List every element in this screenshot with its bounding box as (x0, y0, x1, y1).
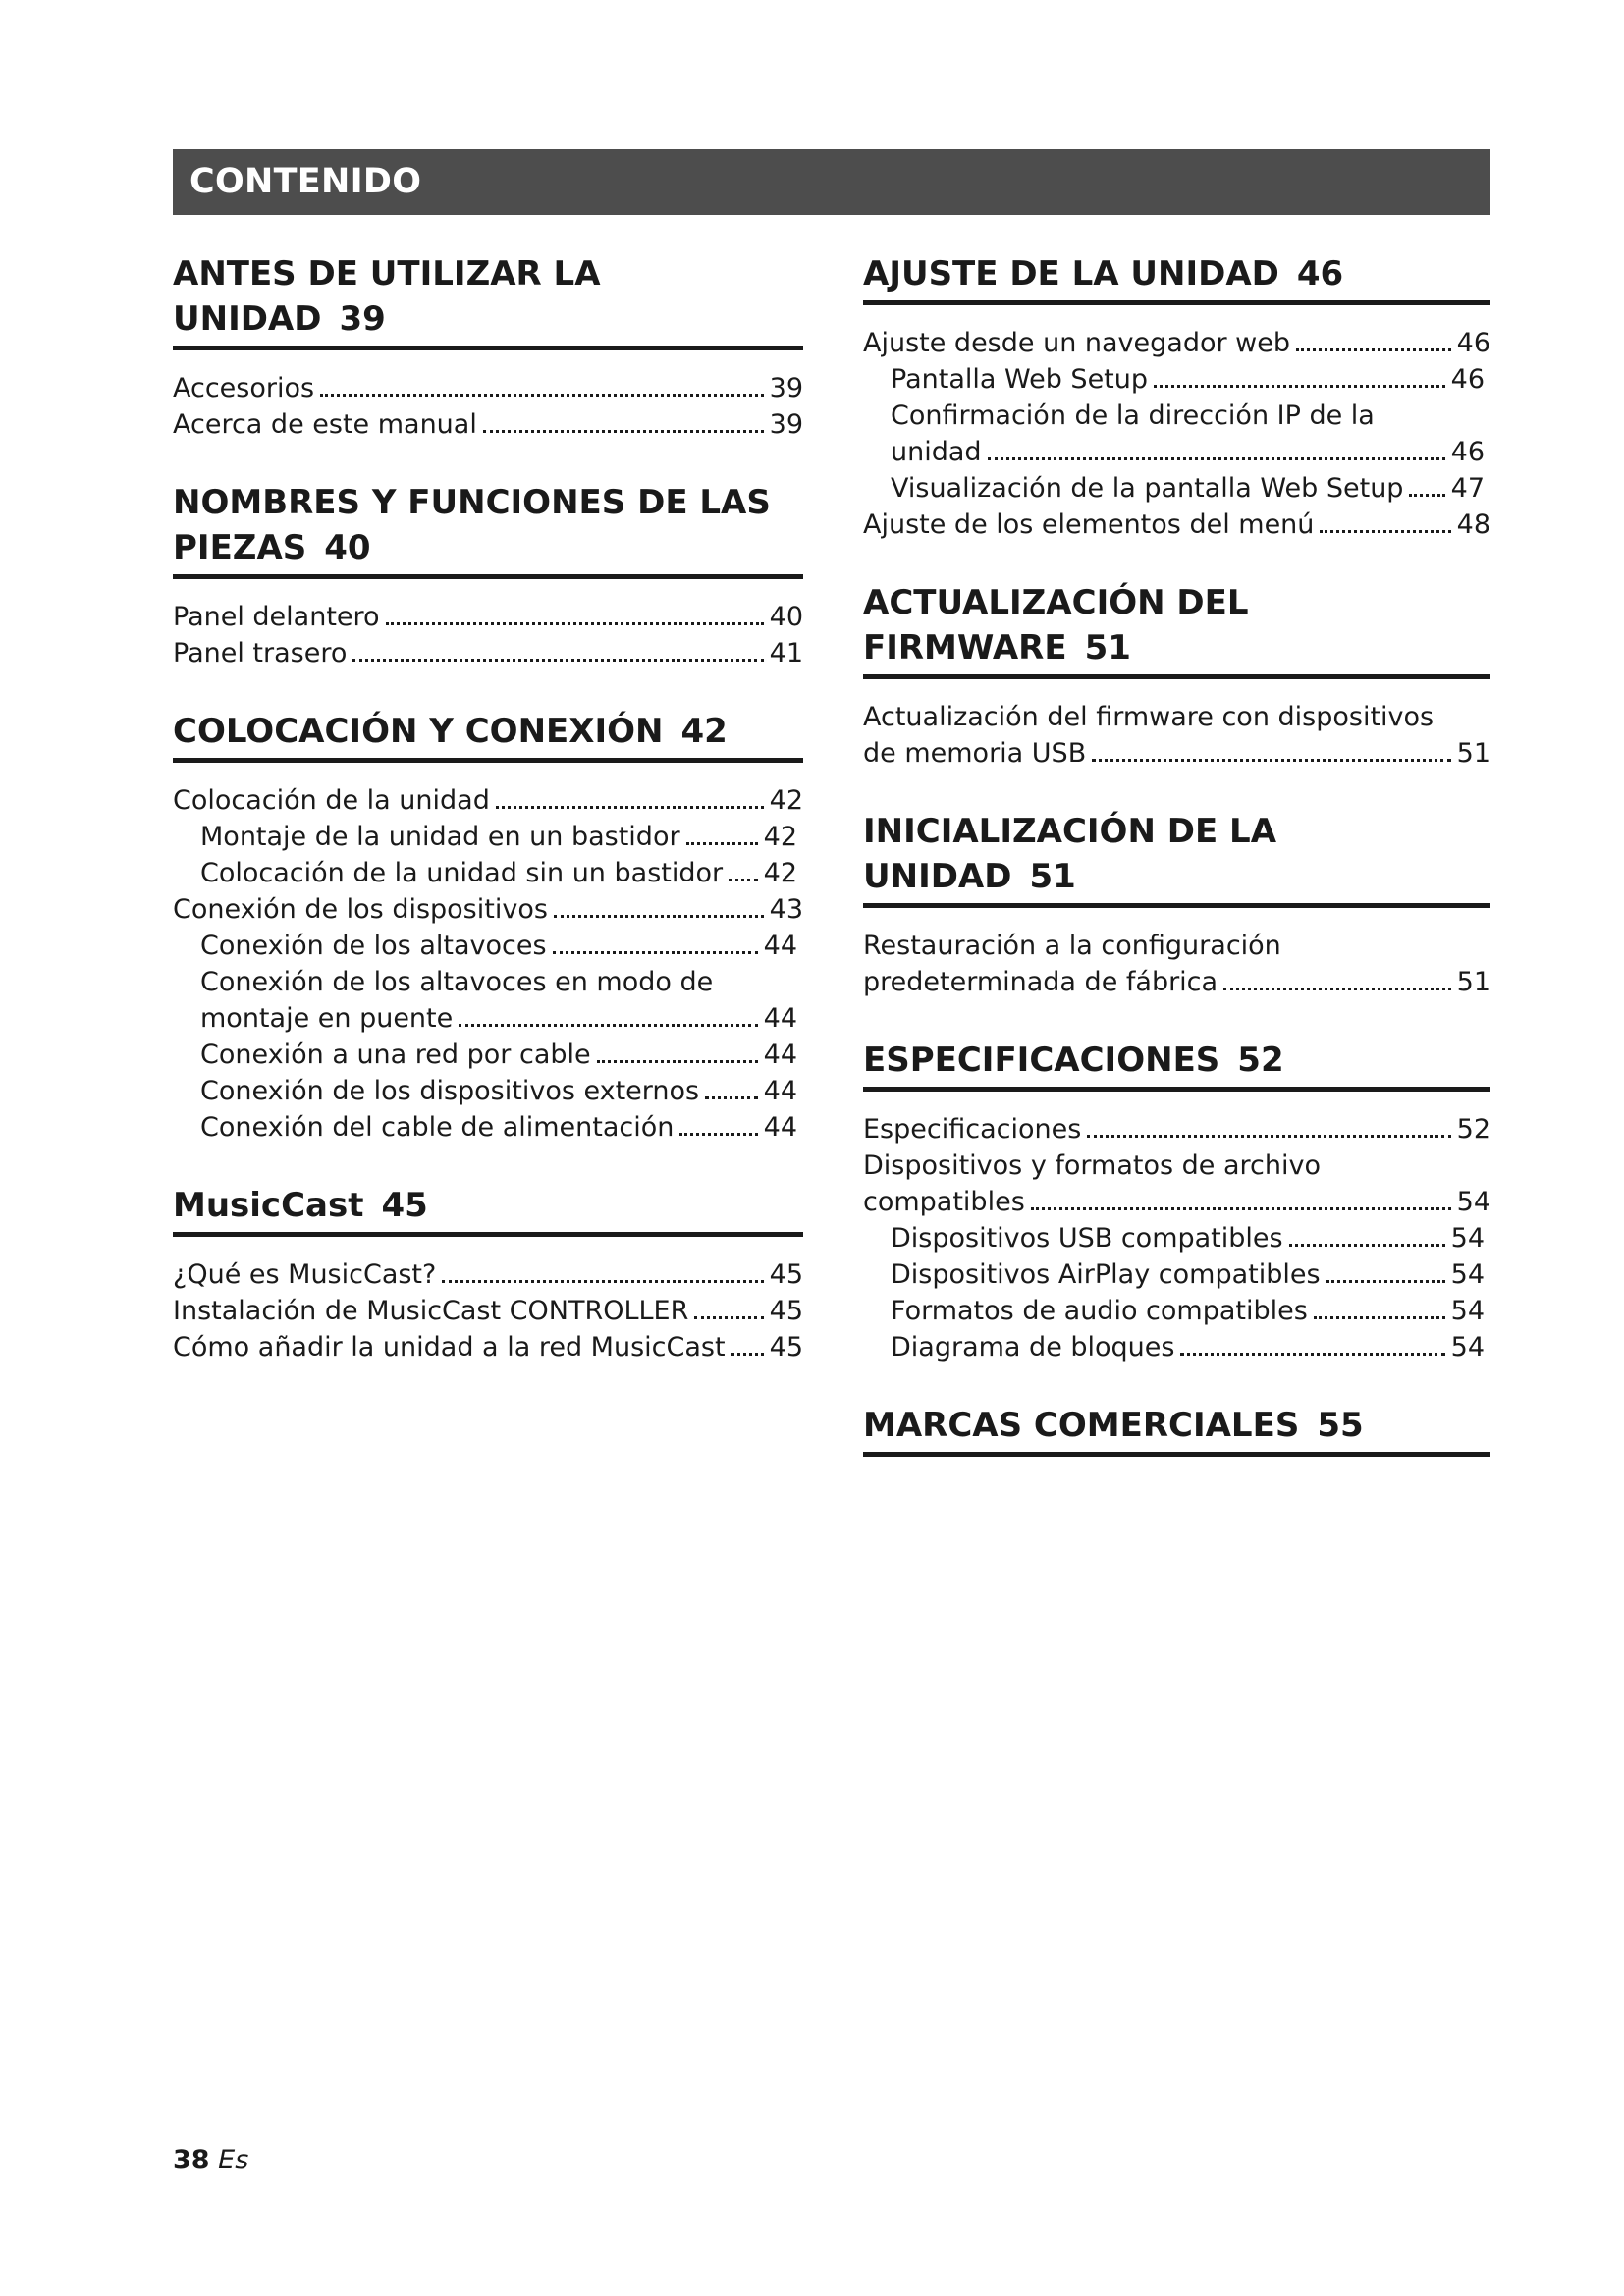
toc-entry[interactable] (173, 599, 803, 635)
entry-text: de memoria USB (863, 738, 1087, 769)
entry-text: Especificaciones (863, 1114, 1082, 1145)
entry-text: Visualización de la pantalla Web Setup (891, 473, 1404, 504)
entry-text: Panel trasero (173, 638, 348, 668)
entry-text: Conexión de los dispositivos (173, 894, 548, 925)
entry-text: Ajuste desde un navegador web (863, 328, 1290, 358)
toc-entry[interactable] (173, 1256, 803, 1293)
toc-subentry[interactable] (173, 1109, 803, 1146)
entry-text: Conexión de los dispositivos externos (200, 1076, 700, 1106)
toc-entry[interactable] (863, 1111, 1490, 1148)
dot-leader (988, 457, 1445, 460)
entry-text: Accesorios (173, 373, 315, 403)
toc-subentry[interactable] (173, 1037, 803, 1073)
toc-section-ajuste (863, 251, 1490, 543)
entry-page: 44 (763, 1040, 797, 1070)
entry-text: Conexión a una red por cable (200, 1040, 591, 1070)
toc-entry-line[interactable]: Actualización del firmware con dispositivos (863, 702, 1435, 732)
entry-text: Colocación de la unidad (173, 785, 490, 816)
dot-leader (496, 806, 764, 809)
toc-entry[interactable] (173, 891, 803, 928)
toc-subentry[interactable] (863, 434, 1490, 470)
entry-page: 42 (763, 858, 797, 888)
entry-text: Formatos de audio compatibles (891, 1296, 1308, 1326)
entry-page: 51 (1456, 738, 1490, 769)
toc-section-colocacion (173, 709, 803, 1146)
dot-leader (1289, 1244, 1445, 1247)
entry-text: Colocación de la unidad sin un bastidor (200, 858, 724, 888)
section-heading[interactable] (863, 1403, 1490, 1457)
toc-right-column (863, 251, 1490, 1494)
section-page: 40 (324, 528, 371, 567)
dot-leader (679, 1133, 757, 1136)
section-title: MusicCast (173, 1186, 364, 1225)
section-title: NOMBRES Y FUNCIONES DE LAS (173, 483, 771, 522)
entry-page: 54 (1450, 1296, 1485, 1326)
toc-entry[interactable] (863, 735, 1490, 772)
dot-leader (1409, 494, 1444, 497)
section-title-cont: PIEZAS (173, 528, 307, 567)
toc-entry-line[interactable]: Dispositivos y formatos de archivo (863, 1150, 1321, 1181)
section-heading[interactable] (863, 580, 1490, 679)
section-title: ACTUALIZACIÓN DEL FIRMWARE (863, 583, 1249, 667)
toc-section-nombres (173, 480, 803, 671)
entry-page: 45 (769, 1259, 803, 1290)
dot-leader (554, 915, 764, 918)
toc-entry[interactable] (173, 635, 803, 671)
entry-page: 54 (1450, 1223, 1485, 1254)
toc-subentry[interactable] (173, 928, 803, 964)
section-title: MARCAS COMERCIALES (863, 1406, 1300, 1445)
entry-text: compatibles (863, 1187, 1025, 1217)
dot-leader (352, 659, 763, 662)
toc-section-especificaciones (863, 1038, 1490, 1365)
entry-text: Instalación de MusicCast CONTROLLER (173, 1296, 689, 1326)
entry-page: 39 (769, 409, 803, 440)
toc-section-musiccast (173, 1183, 803, 1365)
entry-page: 44 (763, 1112, 797, 1143)
toc-subentry-line[interactable]: Conexión de los altavoces en modo de (200, 967, 714, 997)
section-title: AJUSTE DE LA UNIDAD (863, 254, 1279, 294)
entry-page: 46 (1456, 328, 1490, 358)
entry-page: 44 (763, 931, 797, 961)
section-page: 39 (339, 299, 386, 339)
toc-entry[interactable] (173, 782, 803, 819)
toc-entry[interactable] (863, 507, 1490, 543)
entry-page: 39 (769, 373, 803, 403)
section-heading[interactable] (863, 1038, 1490, 1092)
dot-leader (1031, 1207, 1451, 1210)
entry-text: Conexión del cable de alimentación (200, 1112, 675, 1143)
entry-text: predeterminada de fábrica (863, 967, 1218, 997)
section-page: 55 (1317, 1406, 1364, 1445)
entry-text: Dispositivos AirPlay compatibles (891, 1259, 1321, 1290)
section-heading[interactable] (863, 251, 1490, 305)
toc-left-column (173, 251, 803, 1403)
entry-page: 48 (1456, 509, 1490, 540)
entry-page: 52 (1456, 1114, 1490, 1145)
toc-subentry[interactable] (863, 1293, 1490, 1329)
entry-text: Cómo añadir la unidad a la red MusicCast (173, 1332, 726, 1362)
section-page: 51 (1029, 857, 1076, 896)
section-title: ANTES DE UTILIZAR LA UNIDAD (173, 254, 601, 339)
toc-entry[interactable] (863, 964, 1490, 1000)
toc-section-antes (173, 251, 803, 443)
dot-leader (1296, 348, 1451, 351)
entry-text: Montaje de la unidad en un bastidor (200, 822, 680, 852)
dot-leader (1223, 988, 1451, 990)
dot-leader (1314, 1316, 1445, 1319)
dot-leader (1092, 759, 1450, 762)
section-heading[interactable] (173, 1183, 803, 1237)
dot-leader (1326, 1280, 1445, 1283)
section-page: 52 (1237, 1041, 1284, 1080)
entry-page: 54 (1450, 1332, 1485, 1362)
toc-entry[interactable] (863, 1184, 1490, 1220)
toc-subentry[interactable] (863, 361, 1490, 398)
toc-section-inicializacion (863, 809, 1490, 1000)
entry-text: Conexión de los altavoces (200, 931, 547, 961)
section-page: 42 (680, 712, 728, 751)
entry-page: 54 (1450, 1259, 1485, 1290)
section-title: ESPECIFICACIONES (863, 1041, 1220, 1080)
section-page: 51 (1084, 628, 1131, 667)
section-page: 46 (1296, 254, 1344, 294)
toc-subentry[interactable] (863, 1329, 1490, 1365)
dot-leader (386, 622, 764, 625)
entry-text: Dispositivos USB compatibles (891, 1223, 1283, 1254)
toc-entry[interactable] (863, 325, 1490, 361)
entry-page: 43 (769, 894, 803, 925)
toc-entry[interactable] (173, 406, 803, 443)
toc-section-firmware (863, 580, 1490, 772)
entry-page: 47 (1450, 473, 1485, 504)
dot-leader (1180, 1353, 1444, 1356)
entry-page: 51 (1456, 967, 1490, 997)
entry-text: Ajuste de los elementos del menú (863, 509, 1315, 540)
language-code: Es (218, 2145, 249, 2175)
toc-subentry[interactable] (173, 1073, 803, 1109)
entry-page: 42 (763, 822, 797, 852)
toc-subentry-line[interactable]: Confirmación de la dirección IP de la (891, 400, 1375, 431)
dot-leader (597, 1060, 758, 1063)
entry-page: 46 (1450, 364, 1485, 395)
entry-text: Panel delantero (173, 602, 380, 632)
toc-subentry[interactable] (173, 855, 803, 891)
toc-subentry[interactable] (173, 819, 803, 855)
entry-page: 44 (763, 1003, 797, 1034)
section-heading[interactable] (173, 480, 803, 579)
page-number: 38 (173, 2145, 210, 2175)
entry-text: unidad (891, 437, 982, 467)
entry-page: 42 (769, 785, 803, 816)
toc-subentry[interactable] (863, 1220, 1490, 1256)
toc-subentry[interactable] (863, 1256, 1490, 1293)
dot-leader (1087, 1135, 1450, 1138)
dot-leader (1320, 530, 1450, 533)
section-title: COLOCACIÓN Y CONEXIÓN (173, 712, 664, 751)
dot-leader (320, 394, 764, 397)
entry-page: 40 (769, 602, 803, 632)
section-heading[interactable] (863, 809, 1490, 908)
dot-leader (459, 1024, 757, 1027)
entry-text: ¿Qué es MusicCast? (173, 1259, 437, 1290)
dot-leader (1154, 385, 1445, 388)
dot-leader (442, 1280, 763, 1283)
entry-text: Pantalla Web Setup (891, 364, 1149, 395)
section-title: INICIALIZACIÓN DE LA UNIDAD (863, 812, 1277, 896)
section-heading[interactable] (173, 709, 803, 763)
dot-leader (694, 1316, 763, 1319)
entry-page: 41 (769, 638, 803, 668)
toc-entry[interactable] (173, 370, 803, 406)
toc-entry-line[interactable]: Restauración a la configuración (863, 931, 1281, 961)
toc-entry[interactable] (173, 1329, 803, 1365)
entry-page: 54 (1456, 1187, 1490, 1217)
entry-text: Diagrama de bloques (891, 1332, 1175, 1362)
section-heading[interactable] (173, 251, 803, 350)
entry-page: 44 (763, 1076, 797, 1106)
entry-page: 45 (769, 1332, 803, 1362)
entry-text: Acerca de este manual (173, 409, 477, 440)
dot-leader (686, 842, 758, 845)
entry-text: montaje en puente (200, 1003, 454, 1034)
section-page: 45 (381, 1186, 428, 1225)
dot-leader (705, 1096, 758, 1099)
toc-section-marcas (863, 1403, 1490, 1457)
dot-leader (553, 951, 758, 954)
toc-subentry[interactable] (173, 1000, 803, 1037)
page-footer (173, 2144, 248, 2177)
entry-page: 46 (1450, 437, 1485, 467)
toc-subentry[interactable] (863, 470, 1490, 507)
dot-leader (731, 1353, 764, 1356)
contents-banner: CONTENIDO (173, 149, 1490, 215)
dot-leader (483, 430, 764, 433)
toc-entry[interactable] (173, 1293, 803, 1329)
entry-page: 45 (769, 1296, 803, 1326)
dot-leader (729, 879, 758, 881)
